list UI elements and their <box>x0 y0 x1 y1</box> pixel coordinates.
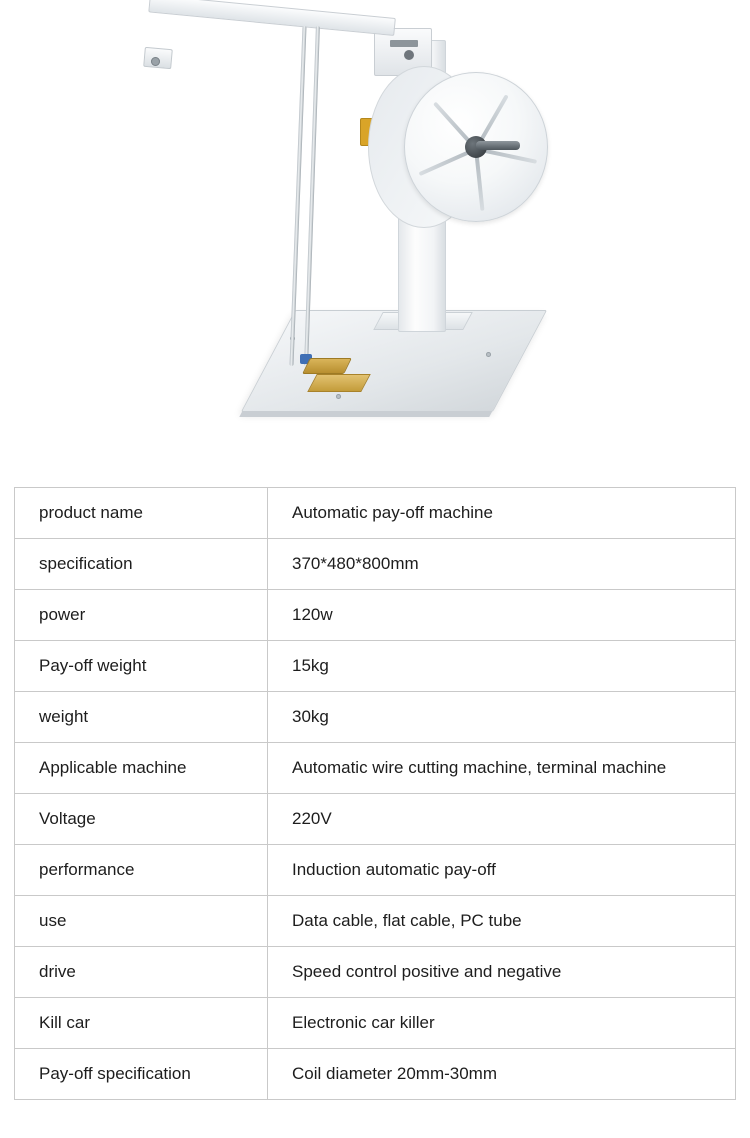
spec-key: specification <box>15 539 268 590</box>
spec-value: 370*480*800mm <box>268 539 736 590</box>
spec-key: Pay-off weight <box>15 641 268 692</box>
spec-value: Coil diameter 20mm-30mm <box>268 1049 736 1100</box>
table-row <box>15 845 736 896</box>
table-row <box>15 743 736 794</box>
spec-key: Voltage <box>15 794 268 845</box>
spec-key: Pay-off specification <box>15 1049 268 1100</box>
spec-value: Electronic car killer <box>268 998 736 1049</box>
table-row <box>15 1049 736 1100</box>
spec-table <box>14 487 736 1100</box>
spec-value: 30kg <box>268 692 736 743</box>
spec-key: performance <box>15 845 268 896</box>
table-row <box>15 692 736 743</box>
spec-table-wrapper <box>14 487 736 1100</box>
product-photo <box>0 0 750 470</box>
head-slot <box>390 40 418 47</box>
spec-key: drive <box>15 947 268 998</box>
spec-key: power <box>15 590 268 641</box>
spec-key: Kill car <box>15 998 268 1049</box>
plate-screw <box>336 394 341 399</box>
table-row <box>15 539 736 590</box>
spec-key: product name <box>15 488 268 539</box>
spec-key: weight <box>15 692 268 743</box>
reel-spoke <box>474 149 484 211</box>
arm-eyelet-icon <box>151 57 160 66</box>
spec-value: 120w <box>268 590 736 641</box>
spec-value: 220V <box>268 794 736 845</box>
spec-value: 15kg <box>268 641 736 692</box>
head-knob <box>404 50 414 60</box>
table-row <box>15 794 736 845</box>
plate-screw <box>486 352 491 357</box>
spec-value: Speed control positive and negative <box>268 947 736 998</box>
spec-key: Applicable machine <box>15 743 268 794</box>
top-guide-arm <box>148 0 396 36</box>
spec-value: Data cable, flat cable, PC tube <box>268 896 736 947</box>
table-row <box>15 947 736 998</box>
spec-key: use <box>15 896 268 947</box>
table-row <box>15 998 736 1049</box>
brass-base-plate <box>307 374 371 392</box>
spec-table-body <box>15 488 736 1100</box>
reel-shaft <box>476 141 520 150</box>
table-row <box>15 641 736 692</box>
brass-clamp <box>302 358 352 374</box>
table-row <box>15 590 736 641</box>
table-row <box>15 488 736 539</box>
table-row <box>15 896 736 947</box>
spec-value: Automatic wire cutting machine, terminal machine <box>268 743 736 794</box>
spec-value: Induction automatic pay-off <box>268 845 736 896</box>
spec-value: Automatic pay-off machine <box>268 488 736 539</box>
